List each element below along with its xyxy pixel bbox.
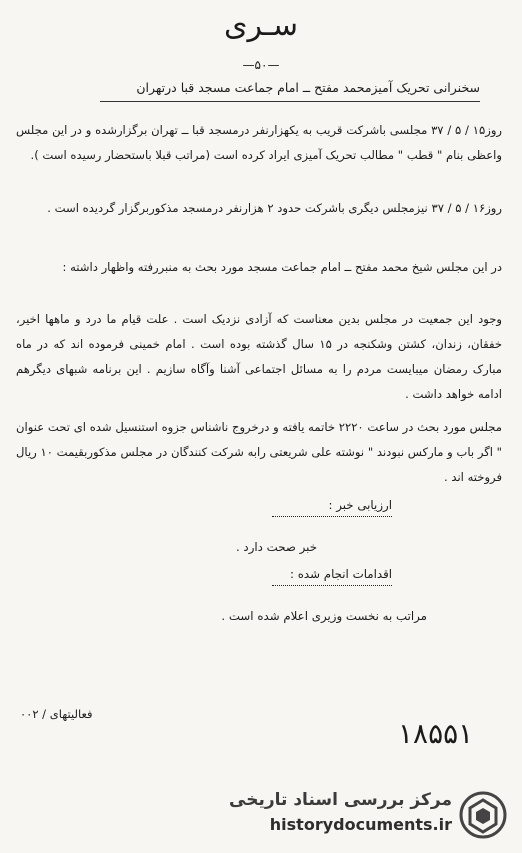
archive-logo-icon: [458, 790, 508, 840]
document-number: ۱۸۵۵۱: [398, 717, 474, 750]
paragraph-5: مجلس مورد بحث در ساعت ۲۲۲۰ خاتمه یافته و درخروج ناشناس جزوه استنسیل شده ای تحت عنوان " اگر باب و مارکس نبودند " نوشته علی شریعتی رابه شرکت کنندگان در مجلس مذکوربقیمت ۱۰ ریال فروخته اند .: [16, 420, 502, 484]
evaluation-underline: [272, 516, 392, 517]
activities-code: فعالیتهای / ۰۰۲: [20, 707, 93, 721]
actions-text: مراتب به نخست وزیری اعلام شده است .: [221, 609, 427, 623]
watermark-name: مرکز بررسی اسناد تاریخی: [229, 790, 452, 810]
classification-title: سـرى: [224, 8, 298, 43]
paragraph-2: روز۱۶ / ۵ / ۳۷ نیزمجلس دیگری باشرکت حدود ۲ هزارنفر درمسجد مذکوربرگزار گردیده است .: [47, 201, 502, 215]
paragraph-4: وجود این جمعیت در مجلس بدین معناست که آزادی نزدیک است . علت قیام ما درد و ماهها اخیر، خفقان، زندان، کشتن وشکنجه در ۱۵ سال گذشته بوده است . امام خمینی فرموده اند که در ماه مبارک رمضان میبایست مردم را به مسائل اجتماعی آشنا وآگاه سازیم . این برنامه شبهای دیگرهم ادامه خواهد داشت .: [16, 312, 502, 401]
paragraph-1: روز۱۵ / ۵ / ۳۷ مجلسی باشرکت قریب به یکهزارنفر درمسجد قبا ــ تهران برگزارشده و در این مجلس واعظی بنام " قطب " مطالب تحریک آمیزی ایراد کرده است (مراتب قبلا باستحضار رسیده است ).: [16, 123, 503, 162]
watermark-url[interactable]: historydocuments.ir: [269, 815, 452, 834]
report-number: —۵۰—: [242, 58, 280, 72]
subject-underline: [100, 101, 480, 102]
evaluation-heading: ارزیابی خبر :: [328, 498, 392, 512]
subject-line: سخنرانی تحریک آمیزمحمد مفتح ــ امام جماعت مسجد قبا درتهران: [136, 80, 480, 95]
actions-underline: [272, 585, 392, 586]
actions-heading: اقدامات انجام شده :: [290, 567, 392, 581]
paragraph-3: در این مجلس شیخ محمد مفتح ــ امام جماعت مسجد مورد بحث به منبررفته واظهار داشته :: [62, 260, 502, 274]
watermark: [229, 788, 512, 844]
evaluation-text: خبر صحت دارد .: [235, 540, 317, 554]
